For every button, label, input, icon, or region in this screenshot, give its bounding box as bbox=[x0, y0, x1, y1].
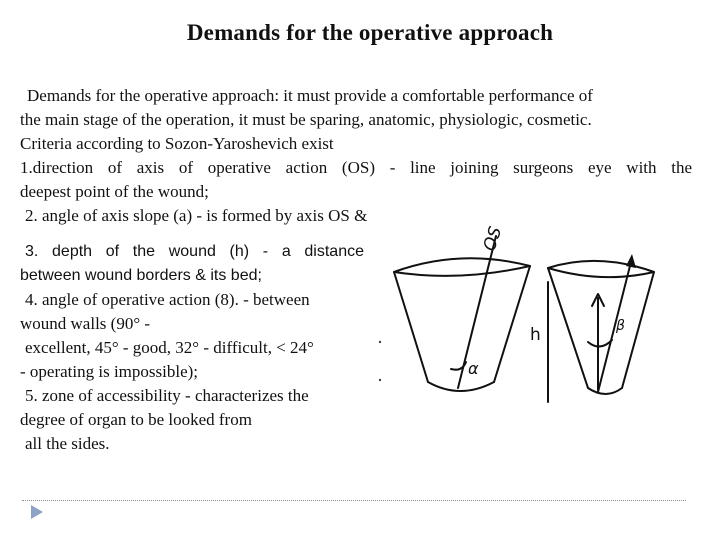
wound-left-wall bbox=[494, 266, 530, 382]
wound-left-rim bbox=[394, 258, 530, 276]
criterion-4-line: excellent, 45° - good, 32° - difficult, < 24° bbox=[25, 338, 314, 357]
play-arrow-icon bbox=[30, 504, 44, 520]
wound-left-bed bbox=[428, 382, 494, 391]
wound-diagram bbox=[370, 222, 700, 422]
label-alpha: α bbox=[468, 359, 479, 378]
intro-line: Criteria according to Sozon-Yaroshevich exist bbox=[20, 134, 334, 153]
axis-arrowhead bbox=[626, 254, 636, 268]
criterion-3-line: between wound borders & its bed; bbox=[20, 267, 262, 284]
wound-right-bed bbox=[588, 388, 622, 394]
criterion-4-line: wound walls (90° - bbox=[20, 314, 151, 333]
criterion-5-line: degree of organ to be looked from bbox=[20, 410, 252, 429]
intro-line: the main stage of the operation, it must be sparing, anatomic, physiologic, cosmetic. bbox=[20, 110, 592, 129]
criteria-column bbox=[20, 240, 364, 456]
angle-beta-arc bbox=[588, 340, 612, 347]
criterion-1-line: deepest point of the wound; bbox=[20, 182, 209, 201]
wound-right-rim bbox=[548, 261, 654, 277]
criterion-5-line: 5. zone of accessibility - characterizes the bbox=[25, 386, 309, 405]
criterion-4-line: 4. angle of operative action (8). - between bbox=[25, 290, 310, 309]
next-slide-icon[interactable] bbox=[30, 504, 44, 520]
footer-divider bbox=[22, 500, 686, 501]
label-os: OS bbox=[479, 224, 507, 254]
slide-title: Demands for the operative approach bbox=[186, 20, 554, 45]
label-h: h bbox=[530, 325, 541, 345]
margin-mark bbox=[379, 341, 381, 343]
wound-right-wall bbox=[622, 272, 654, 388]
wound-left-wall bbox=[394, 272, 428, 382]
criterion-1-line: 1.direction of axis of operative action (OS) - line joining surgeons eye with the bbox=[20, 158, 692, 177]
margin-mark bbox=[379, 379, 381, 381]
wound-right-wall bbox=[548, 268, 588, 388]
intro-paragraph bbox=[20, 84, 692, 156]
criterion-4-line: - operating is impossible); bbox=[20, 362, 199, 381]
criterion-2: 2. angle of axis slope (a) - is formed by axis OS & bbox=[25, 206, 368, 225]
wound-diagram-svg bbox=[370, 222, 700, 422]
criterion-5-line: all the sides. bbox=[25, 434, 110, 453]
intro-line: Demands for the operative approach: it must provide a comfortable performance of bbox=[27, 86, 593, 105]
criterion-1 bbox=[20, 156, 692, 204]
label-beta: β bbox=[616, 318, 625, 334]
criterion-3-line: 3. depth of the wound (h) - a distance bbox=[25, 243, 364, 260]
